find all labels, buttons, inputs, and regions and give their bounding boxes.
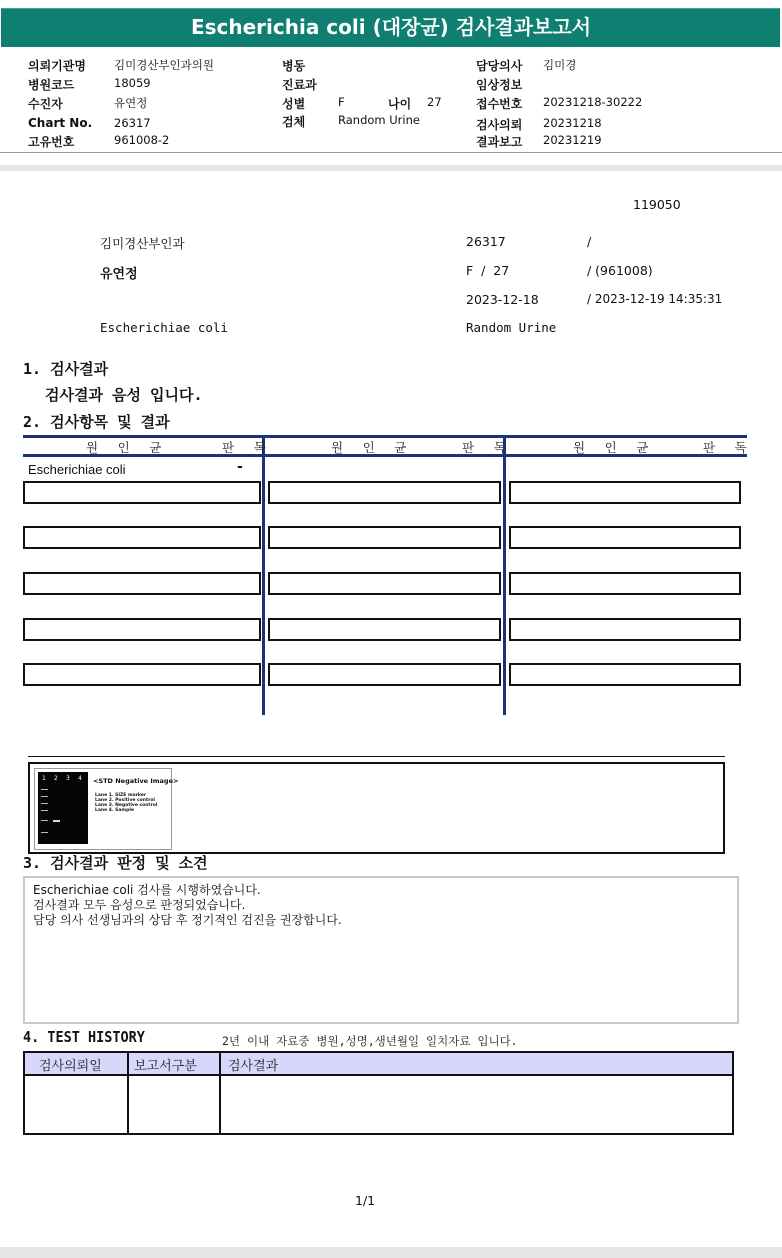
lane-label: 1 <box>42 775 46 782</box>
header-value: 김미경산부인과의원 <box>114 58 214 72</box>
column-header-judgement: 판 독 <box>462 440 512 455</box>
header-value: 961008-2 <box>114 133 170 147</box>
lane-label: 3 <box>66 775 70 782</box>
section3-title: 3. 검사결과 판정 및 소견 <box>23 854 208 872</box>
specimen: Random Urine <box>466 320 557 335</box>
result-cell <box>268 572 501 595</box>
header-label: 진료과 <box>282 78 317 92</box>
header-label: 검사의뢰 <box>476 118 523 132</box>
header-divider <box>0 152 782 153</box>
history-note: 2년 이내 자료중 병원,성명,생년월일 일치자료 입니다. <box>222 1034 518 1048</box>
separator: / <box>587 234 592 249</box>
result-cell <box>509 663 741 686</box>
history-table <box>23 1051 734 1135</box>
history-col-header: 검사의뢰일 <box>39 1059 102 1074</box>
result-cell <box>23 572 261 595</box>
section4-title: 4. TEST HISTORY <box>23 1028 145 1046</box>
result-cell <box>509 572 741 595</box>
gel-panel <box>38 772 88 844</box>
history-col-divider <box>219 1053 221 1133</box>
history-header-row <box>25 1053 732 1076</box>
result-cell <box>268 526 501 549</box>
gel-caption-line: Lane 3. Negative control <box>95 803 158 808</box>
header-value: Random Urine <box>338 113 420 127</box>
section1-title: 1. 검사결과 <box>23 360 109 378</box>
result-cell <box>23 618 261 641</box>
birth-date: / (961008) <box>587 263 653 278</box>
history-col-header: 검사결과 <box>228 1059 279 1074</box>
header-value: 27 <box>427 95 442 109</box>
column-divider <box>262 435 265 715</box>
result-cell <box>268 481 501 504</box>
header-value: 18059 <box>114 76 151 90</box>
gel-band <box>41 796 48 797</box>
header-label: 담당의사 <box>476 59 523 73</box>
lane-label: 4 <box>78 775 82 782</box>
column-header-judgement: 판 독 <box>703 440 753 455</box>
header-label: Chart No. <box>28 116 93 130</box>
gel-caption-line: Lane 2. Positive control <box>95 798 155 803</box>
opinion-box <box>23 876 739 1024</box>
history-col-divider <box>127 1053 129 1133</box>
header-value: 26317 <box>114 116 151 130</box>
gel-caption-line: Lane 4. Sample <box>95 808 134 813</box>
report-title-bar <box>0 0 782 48</box>
gel-band <box>41 832 48 833</box>
header-value: F <box>338 95 345 109</box>
gel-band <box>41 803 48 804</box>
header-value: 유연정 <box>114 96 148 110</box>
opinion-line: 검사결과 모두 음성으로 판정되었습니다. <box>33 898 246 912</box>
report-code: 119050 <box>633 197 681 212</box>
gel-band <box>53 820 60 822</box>
opinion-text <box>33 883 342 928</box>
lane-label: 2 <box>54 775 58 782</box>
page-number: 1/1 <box>355 1193 376 1208</box>
gel-image <box>34 768 179 850</box>
header-value: 김미경 <box>543 58 577 72</box>
judgement-value: - <box>237 459 243 475</box>
header-value: 20231219 <box>543 133 602 147</box>
result-cell <box>268 663 501 686</box>
header-value: 20231218-30222 <box>543 95 643 109</box>
page-gap <box>0 165 782 171</box>
request-date: 2023-12-18 <box>466 292 539 307</box>
header-label: 결과보고 <box>476 135 523 149</box>
result-cell <box>23 663 261 686</box>
result-cell <box>509 481 741 504</box>
result-cell <box>268 618 501 641</box>
column-header-judgement: 판 독 <box>222 440 272 455</box>
result-cell <box>509 526 741 549</box>
hospital-name: 김미경산부인과 <box>100 236 185 251</box>
header-label: 병동 <box>282 59 306 73</box>
header-label: 나이 <box>388 97 412 111</box>
header-value: 20231218 <box>543 116 602 130</box>
section1-result: 검사결과 음성 입니다. <box>45 386 203 404</box>
report-title: Escherichia coli (대장균) 검사결과보고서 <box>190 15 592 39</box>
test-name: Escherichiae coli <box>100 320 228 335</box>
column-header-organism: 원 인 균 <box>331 440 413 455</box>
gel-caption-line: Lane 1. SIZE marker <box>95 793 147 798</box>
gel-caption-title: <STD Negative Image> <box>93 777 179 785</box>
header-label: 의뢰기관명 <box>28 59 86 73</box>
result-cell <box>23 481 261 504</box>
result-cell <box>23 526 261 549</box>
gel-image-frame <box>28 762 725 854</box>
sex-age: F / 27 <box>466 263 510 278</box>
history-col-header: 보고서구분 <box>134 1059 197 1074</box>
section2-title: 2. 검사항목 및 결과 <box>23 413 170 431</box>
chart-number: 26317 <box>466 234 506 249</box>
header-label: 성별 <box>282 97 306 111</box>
gel-top-rule <box>28 756 725 757</box>
report-datetime: / 2023-12-19 14:35:31 <box>587 292 723 306</box>
gel-band <box>41 810 48 811</box>
column-header-organism: 원 인 균 <box>86 440 168 455</box>
header-label: 고유번호 <box>28 135 75 149</box>
header-label: 병원코드 <box>28 78 75 92</box>
opinion-line: Escherichiae coli 검사를 시행하였습니다. <box>33 883 261 897</box>
header-label: 수진자 <box>28 97 63 111</box>
header-label: 임상정보 <box>476 78 523 92</box>
opinion-line: 담당 의사 선생님과의 상담 후 정기적인 검진을 권장합니다. <box>33 913 342 927</box>
patient-name: 유연정 <box>100 267 138 282</box>
column-divider <box>503 435 506 715</box>
header-label: 접수번호 <box>476 97 523 111</box>
header-label: 검체 <box>282 115 306 129</box>
organism-name: Escherichiae coli <box>28 462 126 477</box>
column-header-organism: 원 인 균 <box>573 440 655 455</box>
page-bottom-gap <box>0 1247 782 1258</box>
gel-band <box>41 820 48 821</box>
gel-band <box>41 789 48 790</box>
result-cell <box>509 618 741 641</box>
